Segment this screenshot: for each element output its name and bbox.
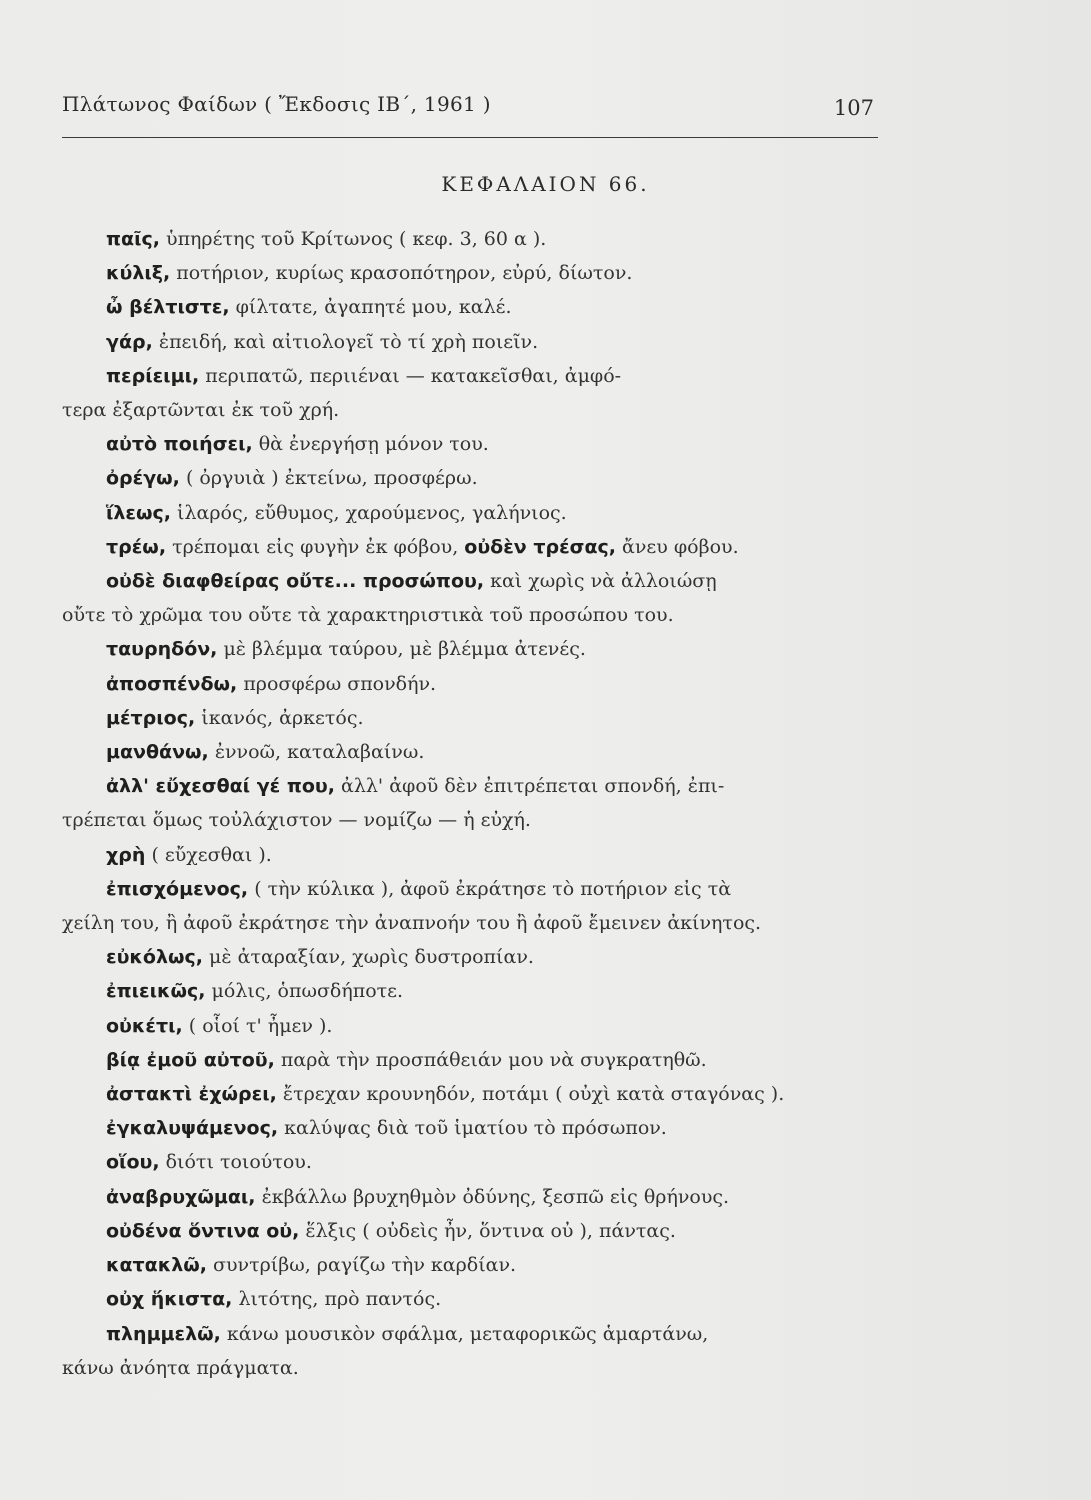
entry-term: ἐγκαλυψάμενος, <box>106 1117 279 1140</box>
entry-continuation: χείλη του, ἢ ἀφοῦ ἐκράτησε τὴν ἀναπνοήν του ἢ ἀφοῦ ἔμεινεν ἀκίνητος. <box>62 912 762 935</box>
glossary-entries <box>62 222 877 1385</box>
entry-first-line <box>62 1214 877 1248</box>
entry-gloss: λιτότης, πρὸ παντός. <box>238 1288 442 1311</box>
entry-gloss: προσφέρω σπονδήν. <box>243 672 437 695</box>
entry-first-line <box>62 1145 877 1179</box>
glossary-entry <box>62 461 877 495</box>
entry-gloss: θὰ ἐνεργήσῃ μόνον του. <box>258 433 489 456</box>
entry-term: μανθάνω, <box>106 741 209 764</box>
entry-first-line <box>62 256 877 290</box>
glossary-entry <box>62 427 877 461</box>
glossary-entry <box>62 735 877 769</box>
entry-first-line <box>62 359 877 393</box>
entry-term: ἀστακτὶ ἐχώρει, <box>106 1083 277 1106</box>
entry-first-line <box>62 427 877 461</box>
entry-term: ἀποσπένδω, <box>106 672 238 695</box>
glossary-entry <box>62 1043 877 1077</box>
entry-gloss: μὲ βλέμμα ταύρου, μὲ βλέμμα ἀτενές. <box>223 638 586 661</box>
entry-first-line <box>62 530 877 564</box>
glossary-entry <box>62 838 877 872</box>
entry-term-secondary: οὐδὲν τρέσας, <box>464 535 616 558</box>
entry-term: ἀλλ' εὔχεσθαί γέ που, <box>106 775 335 798</box>
entry-first-line <box>62 564 877 598</box>
entry-first-line <box>62 1282 877 1316</box>
glossary-entry <box>62 667 877 701</box>
entry-term: οὐχ ἥκιστα, <box>106 1288 233 1311</box>
entry-gloss: καὶ χωρὶς νὰ ἀλλοιώσῃ <box>490 570 717 593</box>
entry-gloss: κάνω μουσικὸν σφάλμα, μεταφορικῶς ἁμαρτάνω, <box>226 1322 709 1345</box>
chapter-title: ΚΕΦΑΛΑΙΟΝ 66. <box>441 172 650 196</box>
entry-first-line <box>62 1077 877 1111</box>
glossary-entry <box>62 1248 877 1282</box>
entry-gloss: ( τὴν κύλικα ), ἀφοῦ ἐκράτησε τὸ ποτήριον εἰς τὰ <box>254 877 732 900</box>
glossary-entry <box>62 632 877 666</box>
glossary-entry <box>62 530 877 564</box>
glossary-entry <box>62 872 877 940</box>
entry-gloss-secondary: ἄνευ φόβου. <box>622 535 739 558</box>
entry-first-line <box>62 290 877 324</box>
entry-first-line <box>62 1248 877 1282</box>
entry-continuation: τρέπεται ὅμως τοὐλάχιστον — νομίζω — ἡ εὐχή. <box>62 809 531 832</box>
entry-gloss: μόλις, ὁπωσδήποτε. <box>211 980 404 1003</box>
entry-term: γάρ, <box>106 330 153 353</box>
glossary-entry <box>62 1077 877 1111</box>
entry-term: ἀναβρυχῶμαι, <box>106 1185 256 1208</box>
entry-term: ὦ βέλτιστε, <box>106 296 230 319</box>
entry-gloss: τρέπομαι εἰς φυγὴν ἐκ φόβου, <box>172 535 459 558</box>
entry-first-line <box>62 735 877 769</box>
entry-gloss: ἀλλ' ἀφοῦ δὲν ἐπιτρέπεται σπονδή, ἐπι- <box>341 775 725 798</box>
entry-gloss: ὑπηρέτης τοῦ Κρίτωνος ( κεφ. 3, 60 α ). <box>166 228 547 250</box>
glossary-entry <box>62 325 877 359</box>
entry-term: οὐκέτι, <box>106 1014 183 1037</box>
glossary-entry <box>62 222 877 256</box>
glossary-entry <box>62 1317 877 1385</box>
entry-first-line <box>62 872 877 906</box>
glossary-entry <box>62 1009 877 1043</box>
glossary-entry <box>62 290 877 324</box>
entry-gloss: καλύψας διὰ τοῦ ἱματίου τὸ πρόσωπον. <box>284 1117 667 1140</box>
entry-gloss: ἔτρεχαν κρουνηδόν, ποτάμι ( οὐχὶ κατὰ σταγόνας ). <box>282 1083 785 1106</box>
entry-term: οἵου, <box>106 1151 160 1174</box>
entry-gloss: ἐννοῶ, καταλαβαίνω. <box>214 741 425 764</box>
entry-term: κύλιξ, <box>106 262 171 285</box>
header-rule <box>62 137 878 138</box>
entry-term: κατακλῶ, <box>106 1254 207 1277</box>
entry-first-line <box>62 1111 877 1145</box>
entry-gloss: ἕλξις ( οὐδεὶς ἦν, ὅντινα οὐ ), πάντας. <box>305 1219 676 1242</box>
glossary-entry <box>62 256 877 290</box>
entry-term: περίειμι, <box>106 364 200 387</box>
entry-term: αὐτὸ ποιήσει, <box>106 433 253 456</box>
glossary-entry <box>62 564 877 632</box>
entry-first-line <box>62 496 877 530</box>
entry-gloss: ποτήριον, κυρίως κρασοπότηρον, εὐρύ, δίωτον. <box>176 262 633 285</box>
entry-term: χρὴ <box>106 843 146 866</box>
entry-gloss: διότι τοιούτου. <box>165 1151 312 1174</box>
entry-first-line <box>62 701 877 735</box>
entry-first-line <box>62 461 877 495</box>
entry-first-line <box>62 769 877 803</box>
entry-first-line <box>62 1009 877 1043</box>
glossary-entry <box>62 1214 877 1248</box>
glossary-entry <box>62 1145 877 1179</box>
entry-gloss: περιπατῶ, περιιέναι — κατακεῖσθαι, ἀμφό- <box>205 364 622 387</box>
entry-continuation: τερα ἐξαρτῶνται ἐκ τοῦ χρή. <box>62 399 340 422</box>
glossary-entry <box>62 1111 877 1145</box>
entry-gloss: ἐκβάλλω βρυχηθμὸν ὀδύνης, ξεσπῶ εἰς θρήνους. <box>261 1185 730 1208</box>
entry-gloss: ( εὔχεσθαι ). <box>151 843 272 866</box>
entry-first-line <box>62 222 877 256</box>
entry-gloss: παρὰ τὴν προσπάθειάν μου νὰ συγκρατηθῶ. <box>280 1048 707 1071</box>
glossary-entry <box>62 496 877 530</box>
entry-first-line <box>62 1317 877 1351</box>
entry-gloss: ἱκανός, ἀρκετός. <box>201 706 364 729</box>
entry-gloss: φίλτατε, ἀγαπητέ μου, καλέ. <box>235 296 512 319</box>
entry-first-line <box>62 1043 877 1077</box>
glossary-entry <box>62 359 877 427</box>
entry-first-line <box>62 325 877 359</box>
entry-gloss: ἐπειδή, καὶ αἰτιολογεῖ τὸ τί χρὴ ποιεῖν. <box>158 330 539 353</box>
glossary-entry <box>62 1180 877 1214</box>
entry-term: οὐδὲ διαφθείρας οὔτε... προσώπου, <box>106 570 485 593</box>
entry-first-line <box>62 940 877 974</box>
entry-gloss: ( οἷοί τ' ἦμεν ). <box>188 1014 333 1037</box>
running-header <box>62 92 880 132</box>
glossary-entry <box>62 1282 877 1316</box>
entry-term: οὐδένα ὅντινα οὐ, <box>106 1219 300 1242</box>
entry-gloss: ( ὀργυιὰ ) ἐκτείνω, προσφέρω. <box>185 467 478 490</box>
glossary-entry <box>62 701 877 735</box>
entry-term: ταυρηδόν, <box>106 638 218 661</box>
entry-term: ἐπιεικῶς, <box>106 980 206 1003</box>
entry-gloss: ἱλαρός, εὔθυμος, χαρούμενος, γαλήνιος. <box>177 501 567 524</box>
entry-first-line <box>62 632 877 666</box>
entry-first-line <box>62 838 877 872</box>
entry-term: πλημμελῶ, <box>106 1322 221 1345</box>
entry-term: μέτριος, <box>106 706 196 729</box>
entry-continuation: οὔτε τὸ χρῶμα του οὔτε τὰ χαρακτηριστικὰ τοῦ προσώπου του. <box>62 604 674 627</box>
glossary-entry <box>62 940 877 974</box>
entry-term: τρέω, <box>106 535 167 558</box>
entry-gloss: συντρίβω, ραγίζω τὴν καρδίαν. <box>213 1254 517 1277</box>
entry-continuation: κάνω ἀνόητα πράγματα. <box>62 1356 299 1379</box>
entry-first-line <box>62 667 877 701</box>
entry-first-line <box>62 974 877 1008</box>
header-title: Πλάτωνος Φαίδων ( Ἔκδοσις ΙΒ΄, 1961 ) <box>62 92 491 116</box>
entry-term: παῖς, <box>106 228 160 250</box>
entry-term: ὀρέγω, <box>106 467 180 490</box>
entry-term: βίᾳ ἐμοῦ αὐτοῦ, <box>106 1048 275 1071</box>
glossary-entry <box>62 974 877 1008</box>
glossary-entry <box>62 769 877 837</box>
entry-gloss: μὲ ἀταραξίαν, χωρὶς δυστροπίαν. <box>209 946 534 969</box>
entry-term: ἵλεως, <box>106 501 171 524</box>
entry-term: ἐπισχόμενος, <box>106 877 249 900</box>
page-number: 107 <box>833 96 874 120</box>
entry-first-line <box>62 1180 877 1214</box>
entry-term: εὐκόλως, <box>106 946 203 969</box>
